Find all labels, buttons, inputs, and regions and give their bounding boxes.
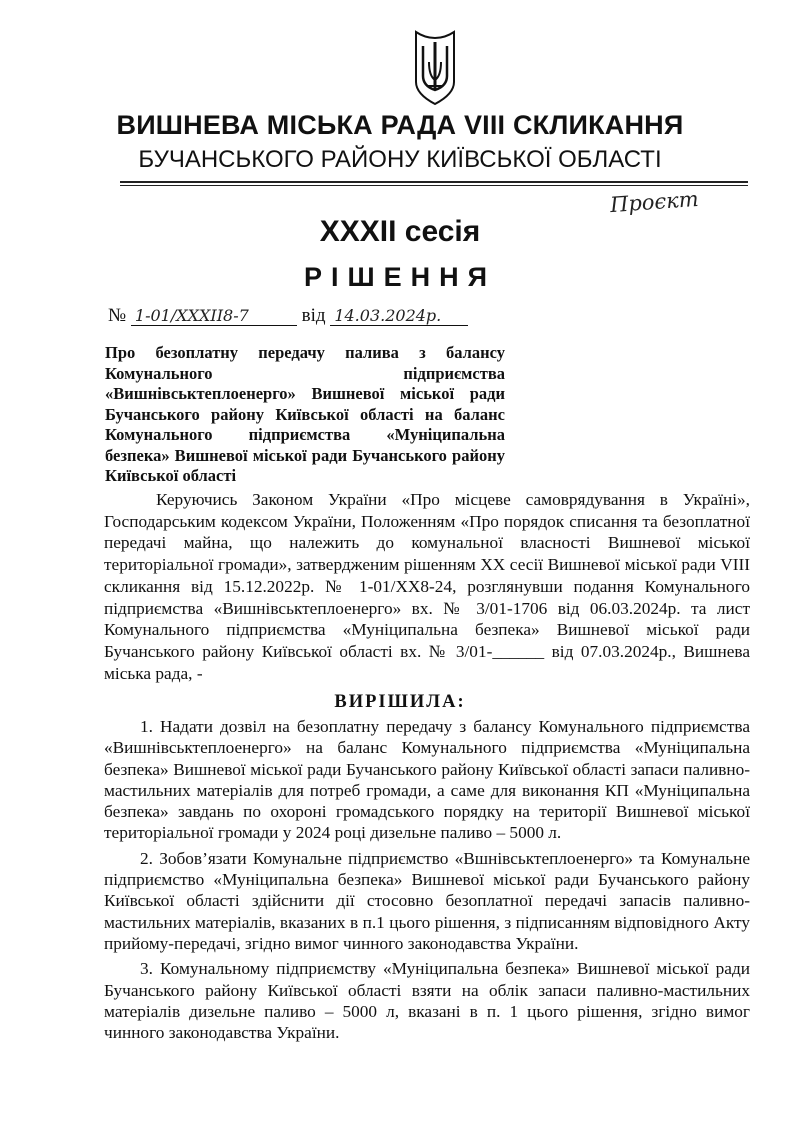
header-divider-thick	[120, 181, 748, 183]
decision-subject: Про безоплатну передачу палива з балансу Комунального підприємства «Вишнівськтеплоенерго» Вишневої міської ради Бучанського району Київської області на баланс Комунального підприємства «Муніципальна безпека» Вишневої міської ради Бучанського району Київської області	[105, 343, 505, 485]
resolved-heading: ВИРІШИЛА:	[334, 692, 466, 712]
council-name: ВИШНЕВА МІСЬКА РАДА VIII СКЛИКАННЯ	[116, 110, 684, 140]
decision-number: 1-01/XXXII8-7	[131, 306, 297, 326]
preamble-paragraph: Керуючись Законом України «Про місцеве самоврядування в Україні», Господарським кодексом України, Положенням «Про порядок списання та безоплатної передачі майна, що належить до комунальної власності Вишневої міської територіальної громади», затвердженим рішенням XX сесії Вишневої міської ради VIII скликання від 15.12.2022р. № 1-01/XX8-24, розглянувши подання Комунального підприємства «Вишнівськтеплоенерго» вх. № 3/01-1706 від 06.03.2024р. та лист Комунального підприємства «Муніципальна безпека» Вишневої міської ради Бучанського району Київської області вх. № 3/01-______ від 07.03.2024р., Вишнева міська рада, -	[104, 490, 750, 683]
trident-emblem-icon	[412, 28, 458, 106]
handwritten-draft-note: Проєкт	[609, 186, 700, 218]
resolution-item: 1. Надати дозвіл на безоплатну передачу з балансу Комунального підприємства «Вишнівськтеплоенерго» на баланс Комунального підприємства «Муніципальна безпека» Вишневої міської ради Бучанського району Київської області запаси паливно-мастильних матеріалів для потреб громади, а саме для виконання КП «Муніципальна безпека» завдань по охороні громадського порядку на території Вишневої міської територіальної громади у 2024 році дизельне паливо – 5000 л.	[104, 717, 750, 843]
header-divider-thin	[120, 185, 748, 186]
resolution-item: 3. Комунальному підприємству «Муніципальна безпека» Вишневої міської ради Бучанського району Київської області взяти на облік запаси паливно-мастильних матеріалів дизельне паливо – 5000 л, вказані в п. 1 цього рішення, згідно вимог чинного законодавства України.	[104, 959, 750, 1043]
session-title: XXXII сесія	[319, 215, 481, 248]
decision-title: РІШЕННЯ	[303, 262, 497, 292]
council-district: БУЧАНСЬКОГО РАЙОНУ КИЇВСЬКОЇ ОБЛАСТІ	[138, 146, 662, 173]
decision-date: 14.03.2024р.	[330, 306, 468, 326]
resolution-item: 2. Зобов’язати Комунальне підприємство «Вшнівськтеплоенерго» та Комунальне підприємство «Муніципальна безпека» Вишневої міської ради Бучанського району Київської області здійснити дії стосовно безоплатної передачі запасів паливно-мастильних матеріалів, вказаних в п.1 цього рішення, з підписанням відповідного Акту прийому-передачі, згідно вимог чинного законодавства України.	[104, 848, 750, 953]
date-label: від	[301, 305, 326, 326]
resolution-items	[104, 716, 750, 1047]
number-label: №	[108, 305, 127, 326]
decision-number-line	[108, 305, 468, 327]
